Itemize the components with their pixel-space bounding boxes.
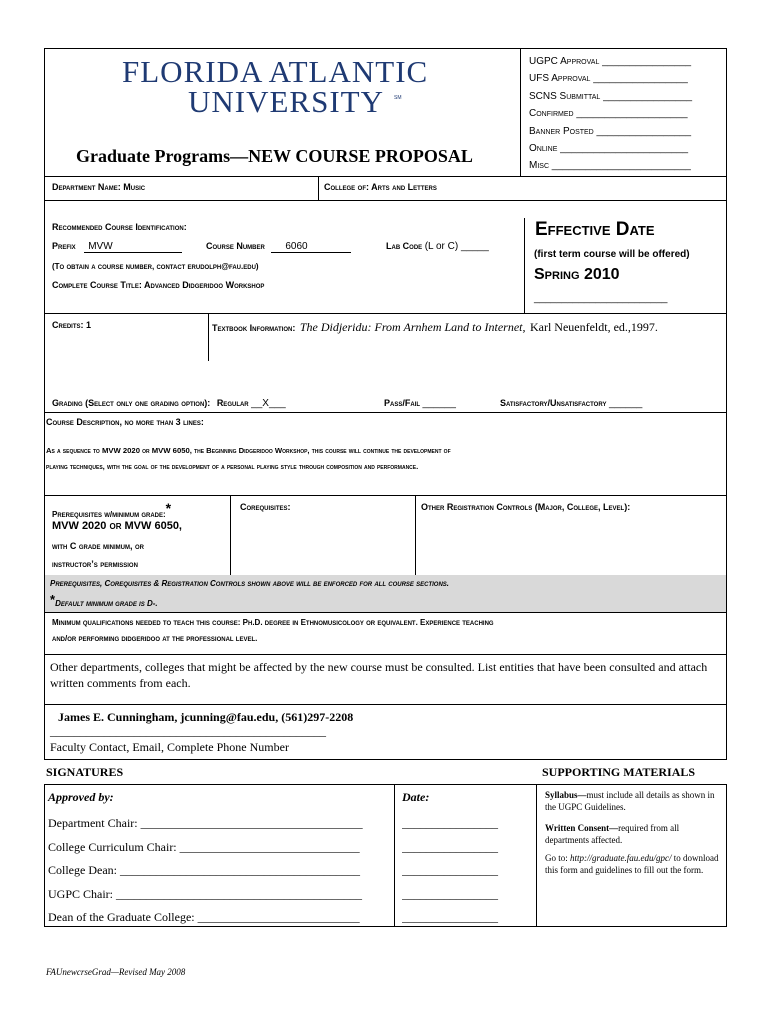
course-number-row [206, 241, 351, 253]
credits-field [52, 320, 91, 330]
regular-option[interactable]: __X___ [251, 398, 286, 409]
logo-service-mark: SM [394, 95, 402, 101]
regular-label: Regular [216, 398, 249, 408]
min-qualifications-line1: Minimum qualifications needed to teach this course: Ph.D. degree in Ethnomusicology or equivalent. Experience teaching [52, 618, 494, 627]
signature-rows [48, 812, 392, 930]
credits-value[interactable]: 1 [86, 320, 92, 330]
grading-label: Grading (Select only one grading option): [52, 398, 211, 408]
date-ugpc-chair[interactable]: ________________ [402, 886, 498, 901]
checklist-misc: Misc _________________________ [529, 160, 691, 172]
goto-text: Go to: [545, 853, 571, 863]
college-value: Arts and Letters [371, 182, 437, 192]
sig-ugpc-chair[interactable]: UGPC Chair: _________________________________________ [48, 886, 363, 901]
rule-8 [44, 704, 727, 705]
textbook-field [212, 318, 724, 336]
checklist-confirmed: Confirmed ____________________ [529, 108, 688, 120]
approval-divider [520, 48, 521, 176]
course-number-label: Course Number [206, 241, 265, 251]
prefix-input[interactable]: MVW [84, 241, 182, 253]
prerequisites-field [52, 500, 172, 520]
complete-title-label: Complete Course Title: [52, 280, 142, 290]
checklist-ufs: UFS Approval _________________ [529, 73, 688, 85]
rule-3 [44, 313, 727, 314]
other-departments-text: Other departments, colleges that might be affected by the new course must be consulted. List entities that have been consulted and attach written comments from each. [50, 660, 708, 690]
passfail-row [384, 398, 456, 409]
default-grade-note [50, 594, 158, 609]
sig-rule-left [44, 784, 45, 926]
logo-line1: FLORIDA ATLANTIC [122, 54, 429, 89]
date-college-dean[interactable]: ________________ [402, 863, 498, 877]
default-grade-star: * [50, 592, 56, 607]
course-number-input[interactable]: 6060 [271, 241, 351, 253]
complete-title-row [52, 280, 264, 290]
checklist-ugpc: UGPC Approval ________________ [529, 56, 692, 67]
default-grade-text: Default minimum grade is D-. [55, 599, 158, 608]
goto-rest: to download this form and guidelines to fill out the form. [545, 853, 719, 875]
sig-curriculum-chair[interactable]: College Curriculum Chair: ______________________________ [48, 839, 360, 854]
prerequisites-label: Prerequisites w/minimum grade: [52, 510, 166, 519]
description-label: Course Description, no more than 3 lines: [46, 417, 204, 427]
effective-date-blank[interactable]: ________________________ [534, 293, 668, 304]
department-label: Department Name: [52, 182, 121, 192]
date-department-chair[interactable]: ________________ [402, 816, 498, 830]
prerequisites-value-line2: with C grade minimum, or [52, 541, 144, 551]
syllabus-text: must include all details as shown in the UGPC Guidelines. [545, 790, 715, 812]
credits-divider [208, 313, 209, 361]
prerequisites-value-line1: MVW 2020 or MVW 6050, [52, 520, 182, 532]
guidelines-link[interactable]: http://graduate.fau.edu/gpc/ [570, 853, 672, 863]
signatures-heading: SIGNATURES [46, 765, 124, 779]
date-curriculum-chair[interactable]: ________________ [402, 839, 498, 854]
prerequisites-value-line3: instructor’s permission [52, 559, 138, 569]
footer-revision: FAUnewcrseGrad—Revised May 2008 [46, 967, 186, 977]
approval-checklist [529, 53, 724, 175]
passfail-option[interactable]: ______ [422, 398, 456, 409]
grading-row [52, 398, 286, 409]
date-rows [402, 812, 532, 930]
checklist-banner: Banner Posted _________________ [529, 125, 692, 137]
lab-code-label: Lab Code [386, 241, 423, 251]
rule-4 [44, 412, 727, 413]
lab-code-input[interactable]: (L or C) _____ [424, 241, 489, 252]
effective-date-heading: Effective Date [535, 219, 655, 240]
prefix-row [52, 241, 182, 253]
sig-date-divider [394, 784, 395, 926]
sig-department-chair[interactable]: Department Chair: _____________________________________ [48, 816, 363, 830]
sig-graduate-dean[interactable]: Dean of the Graduate College: ___________________________ [48, 910, 360, 924]
rule-5 [44, 495, 727, 496]
rule-7 [44, 654, 727, 655]
form-title: Graduate Programs—NEW COURSE PROPOSAL [76, 146, 473, 166]
date-graduate-dean[interactable]: ________________ [402, 910, 498, 924]
credits-label: Credits: [52, 320, 84, 330]
consent-text: required from all departments affected. [545, 823, 680, 845]
prefix-label: Prefix [52, 241, 76, 251]
logo-line2: UNIVERSITY [188, 84, 384, 119]
consent-label: Written Consent— [545, 823, 619, 833]
supporting-heading: SUPPORTING MATERIALS [542, 765, 696, 779]
effective-date-note: (first term course will be offered) [534, 249, 690, 260]
supporting-consent [545, 822, 721, 846]
textbook-rest: Karl Neuenfeldt, ed.,1997. [529, 320, 658, 334]
sig-rule-right [726, 784, 727, 926]
description-line2: playing techniques, with the goal of the development of a personal playing style through composition and performance. [46, 462, 419, 471]
effective-divider [524, 218, 525, 313]
checklist-online: Online _______________________ [529, 143, 689, 155]
frame-top [44, 48, 727, 49]
supporting-syllabus [545, 789, 721, 813]
approved-by-label: Approved by: [48, 790, 114, 804]
faculty-contact-underline: ______________________________________________ [50, 724, 326, 738]
min-qualifications-line2: and/or performing didgeridoo at the professional level. [52, 634, 258, 643]
satisfactory-option[interactable]: ______ [608, 398, 643, 409]
coreq-divider [415, 495, 416, 575]
faculty-contact-label: Faculty Contact, Email, Complete Phone Number [50, 740, 289, 754]
satisfactory-label: Satisfactory/Unsatisfactory [500, 398, 607, 408]
college-label: College of: [324, 182, 369, 192]
department-field [52, 182, 145, 192]
other-controls-label: Other Registration Controls (Major, College, Level): [421, 502, 631, 512]
prerequisites-star: * [165, 500, 172, 516]
checklist-scns: SCNS Submittal ________________ [529, 90, 693, 102]
dept-college-divider [318, 176, 319, 200]
prereq-divider [230, 495, 231, 575]
corequisites-label: Corequisites: [240, 502, 291, 512]
textbook-title: The Didjeridu: From Arnhem Land to Internet, [299, 320, 526, 334]
enforced-note: Prerequisites, Corequisites & Registration Controls shown above will be enforced for all course sections. [50, 579, 450, 588]
department-value: Music [123, 182, 146, 192]
rule-2 [44, 200, 727, 201]
sig-college-dean[interactable]: College Dean: ________________________________________ [48, 863, 360, 877]
textbook-label: Textbook Information: [212, 323, 296, 333]
sig-rule-top [44, 784, 727, 785]
faculty-contact-value[interactable]: James E. Cunningham, jcunning@fau.edu, (561)297-2208 [58, 710, 354, 724]
effective-term[interactable]: Spring 2010 [534, 266, 620, 283]
date-label: Date: [402, 790, 430, 804]
supporting-goto [545, 852, 721, 876]
frame-bottom [44, 759, 727, 760]
description-line1: As a sequence to MVW 2020 or MVW 6050, the Beginning Didgeridoo Workshop, this course will continue the development of [46, 446, 451, 455]
rule-1 [44, 176, 727, 177]
sig-supporting-divider [536, 784, 537, 926]
rule-6 [44, 612, 727, 613]
syllabus-label: Syllabus— [545, 790, 587, 800]
satisfactory-row [500, 398, 642, 409]
complete-title-value: Advanced Didgeridoo Workshop [144, 280, 265, 290]
college-field [324, 182, 437, 192]
course-id-heading: Recommended Course Identification: [52, 222, 187, 232]
obtain-number-note: (To obtain a course number, contact erudolph@fau.edu) [52, 262, 259, 271]
lab-code-row [386, 241, 489, 252]
passfail-label: Pass/Fail [384, 398, 421, 408]
